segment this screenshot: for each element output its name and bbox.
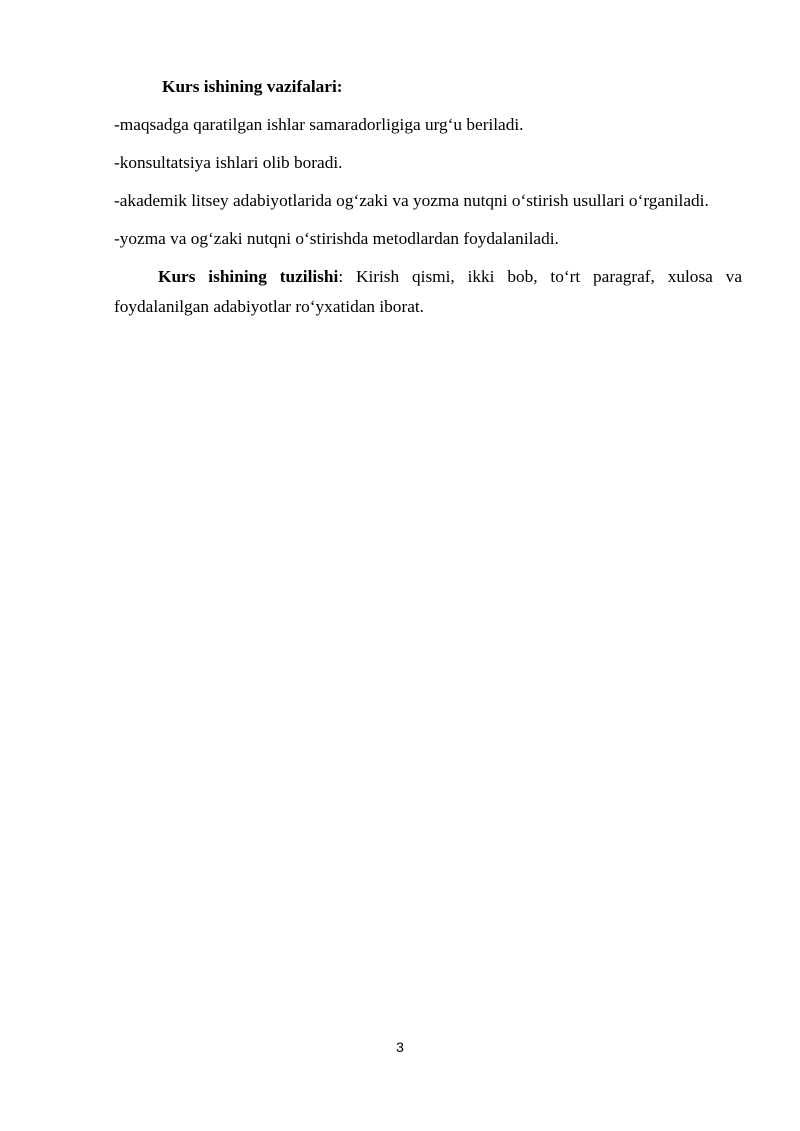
task-item-4: -yozma va og‘zaki nutqni o‘stirishda metodlardan foydalaniladi. [114,229,559,248]
structure-text: : Kirish qismi, ikki bob, to‘rt paragraf, xulosa va foydalanilgan adabiyotlar ro‘yxatidan iborat. [114,267,742,316]
structure-paragraph [114,262,742,322]
task-item-1: -maqsadga qaratilgan ishlar samaradorligiga urg‘u beriladi. [114,115,524,134]
structure-label: Kurs ishining tuzilishi [158,267,339,286]
page-number: 3 [396,1039,404,1055]
page-content [114,72,742,322]
section-heading: Kurs ishining vazifalari: [162,77,343,96]
task-item-2: -konsultatsiya ishlari olib boradi. [114,153,343,172]
task-item-3: -akademik litsey adabiyotlarida og‘zaki va yozma nutqni o‘stirish usullari o‘rganiladi. [114,191,709,210]
